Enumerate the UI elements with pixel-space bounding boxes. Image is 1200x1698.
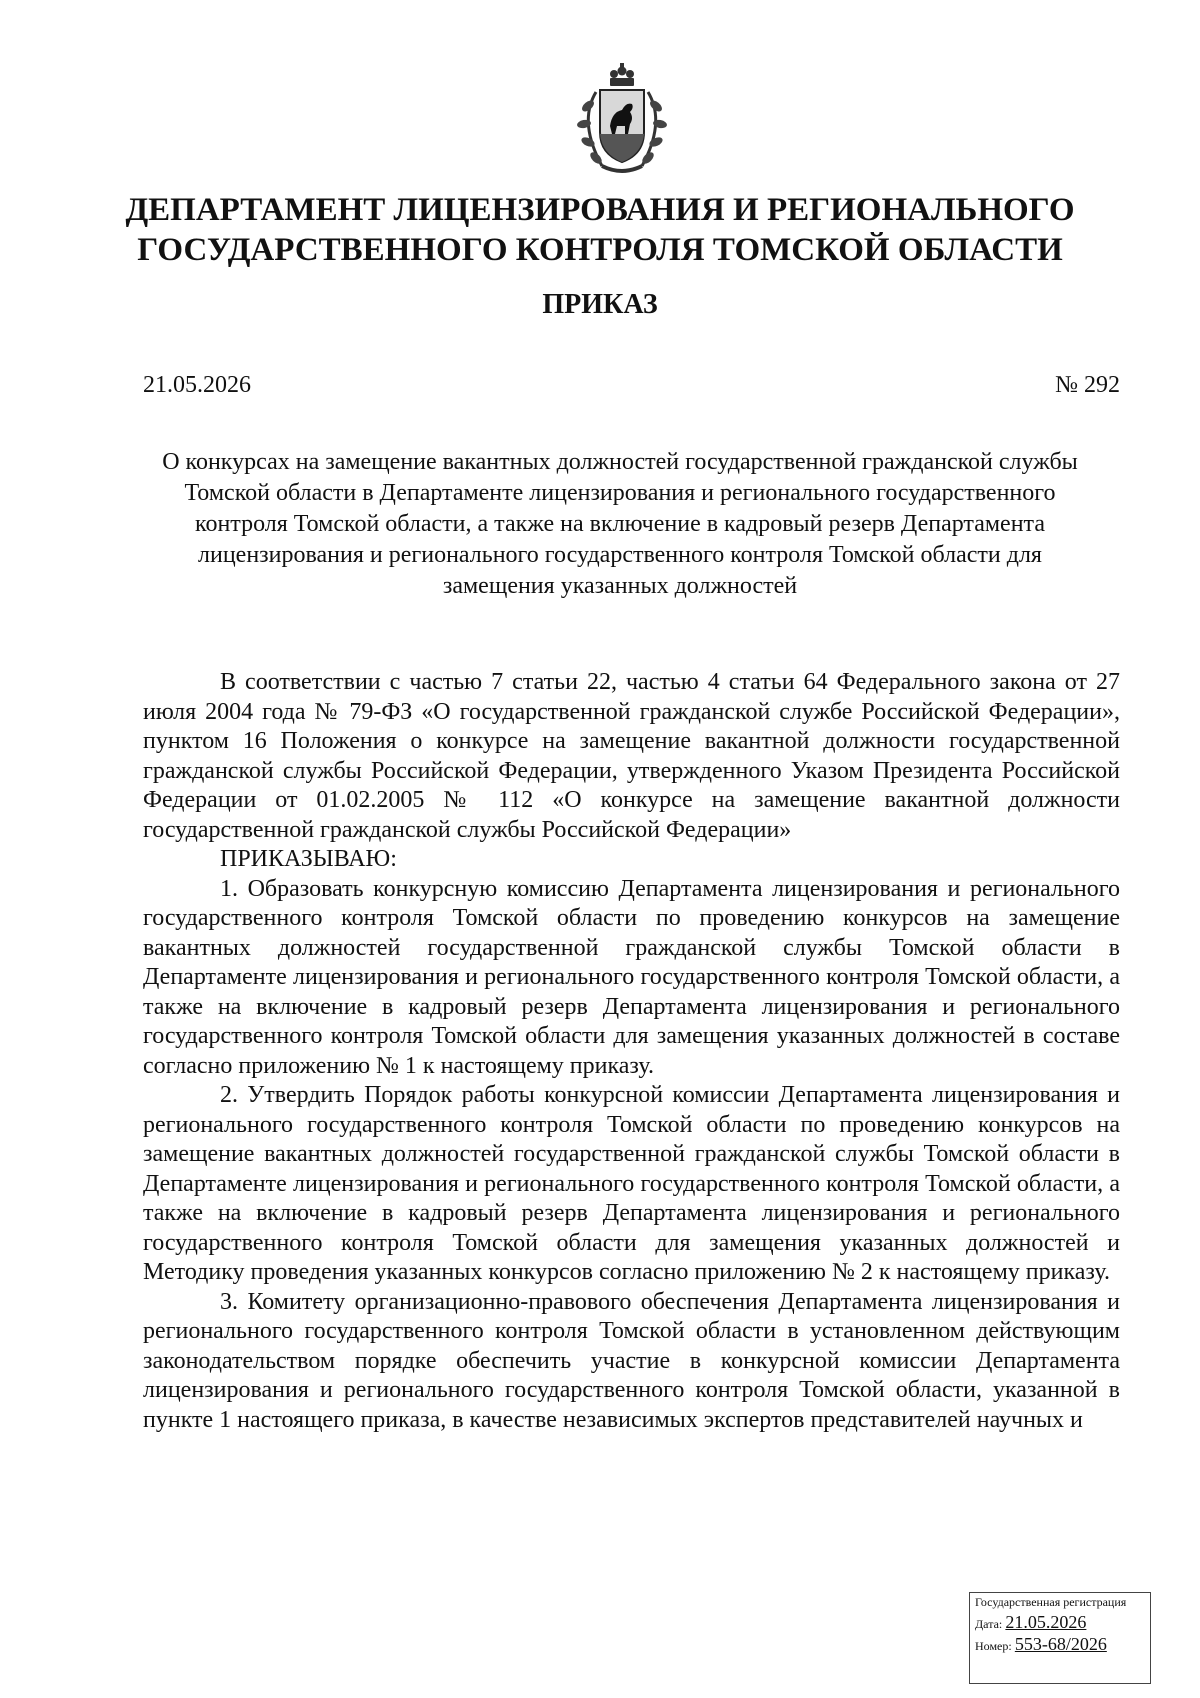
stamp-date-value: 21.05.2026	[1005, 1612, 1087, 1632]
stamp-number-row	[975, 1634, 1145, 1654]
coat-of-arms-icon	[562, 62, 682, 180]
document-body	[143, 668, 1120, 1435]
order-item-3: 3. Комитету организационно-правового обеспечения Департамента лицензирования и регионального государственного контроля Томской области в установленном действующим законодательством порядке обеспечить участие в конкурсной комиссии Департамента лицензирования и регионального государственного контроля Томской области, указанной в пункте 1 настоящего приказа, в качестве независимых экспертов представителей научных и	[143, 1288, 1120, 1433]
stamp-title: Государственная регистрация	[975, 1595, 1127, 1609]
stamp-date-row	[975, 1612, 1145, 1632]
order-item-2: 2. Утвердить Порядок работы конкурсной комиссии Департамента лицензирования и регионального государственного контроля Томской области по проведению конкурсов на замещение вакантных должностей государственной гражданской службы Томской области в Департаменте лицензирования и регионального государственного контроля Томской области, а также на включение в кадровый резерв Департамента лицензирования и регионального государственного контроля Томской области для замещения указанных должностей и Методику проведения указанных конкурсов согласно приложению № 2 к настоящему приказу.	[143, 1082, 1120, 1285]
org-title-line-1: ДЕПАРТАМЕНТ ЛИЦЕНЗИРОВАНИЯ И РЕГИОНАЛЬНОГО	[125, 192, 1075, 228]
document-type: ПРИКАЗ	[542, 289, 658, 320]
org-title-line-2: ГОСУДАРСТВЕННОГО КОНТРОЛЯ ТОМСКОЙ ОБЛАСТИ	[137, 232, 1063, 268]
stamp-date-label: Дата:	[975, 1617, 1003, 1631]
registration-stamp	[969, 1592, 1151, 1684]
organization-title	[110, 190, 1090, 270]
order-item-1: 1. Образовать конкурсную комиссию Департамента лицензирования и регионального государственного контроля Томской области по проведению конкурсов на замещение вакантных должностей государственной гражданской службы Томской области в Департаменте лицензирования и регионального государственного контроля Томской области, а также на включение в кадровый резерв Департамента лицензирования и регионального государственного контроля Томской области для замещения указанных должностей в составе согласно приложению № 1 к настоящему приказу.	[143, 875, 1120, 1079]
document-subject: О конкурсах на замещение вакантных должностей государственной гражданской службы Томской области в Департаменте лицензирования и регионального государственного контроля Томской области, а также на включение в кадровый резерв Департамента лицензирования и регионального государственного контроля Томской области для замещения указанных должностей	[162, 449, 1078, 599]
stamp-number-value: 553-68/2026	[1014, 1634, 1107, 1654]
document-number: № 292	[1055, 372, 1120, 398]
stamp-number-label: Номер:	[975, 1639, 1012, 1653]
preamble-paragraph: В соответствии с частью 7 статьи 22, частью 4 статьи 64 Федерального закона от 27 июля 2004 года № 79-ФЗ «О государственной гражданской службе Российской Федерации», пунктом 16 Положения о конкурсе на замещение вакантной должности государственной гражданской службы Российской Федерации, утвержденного Указом Президента Российской Федерации от 01.02.2005 № 112 «О конкурсе на замещение вакантной должности государственной гражданской службы Российской Федерации»	[143, 669, 1120, 843]
order-word: ПРИКАЗЫВАЮ:	[220, 846, 397, 872]
document-date: 21.05.2026	[143, 372, 251, 398]
